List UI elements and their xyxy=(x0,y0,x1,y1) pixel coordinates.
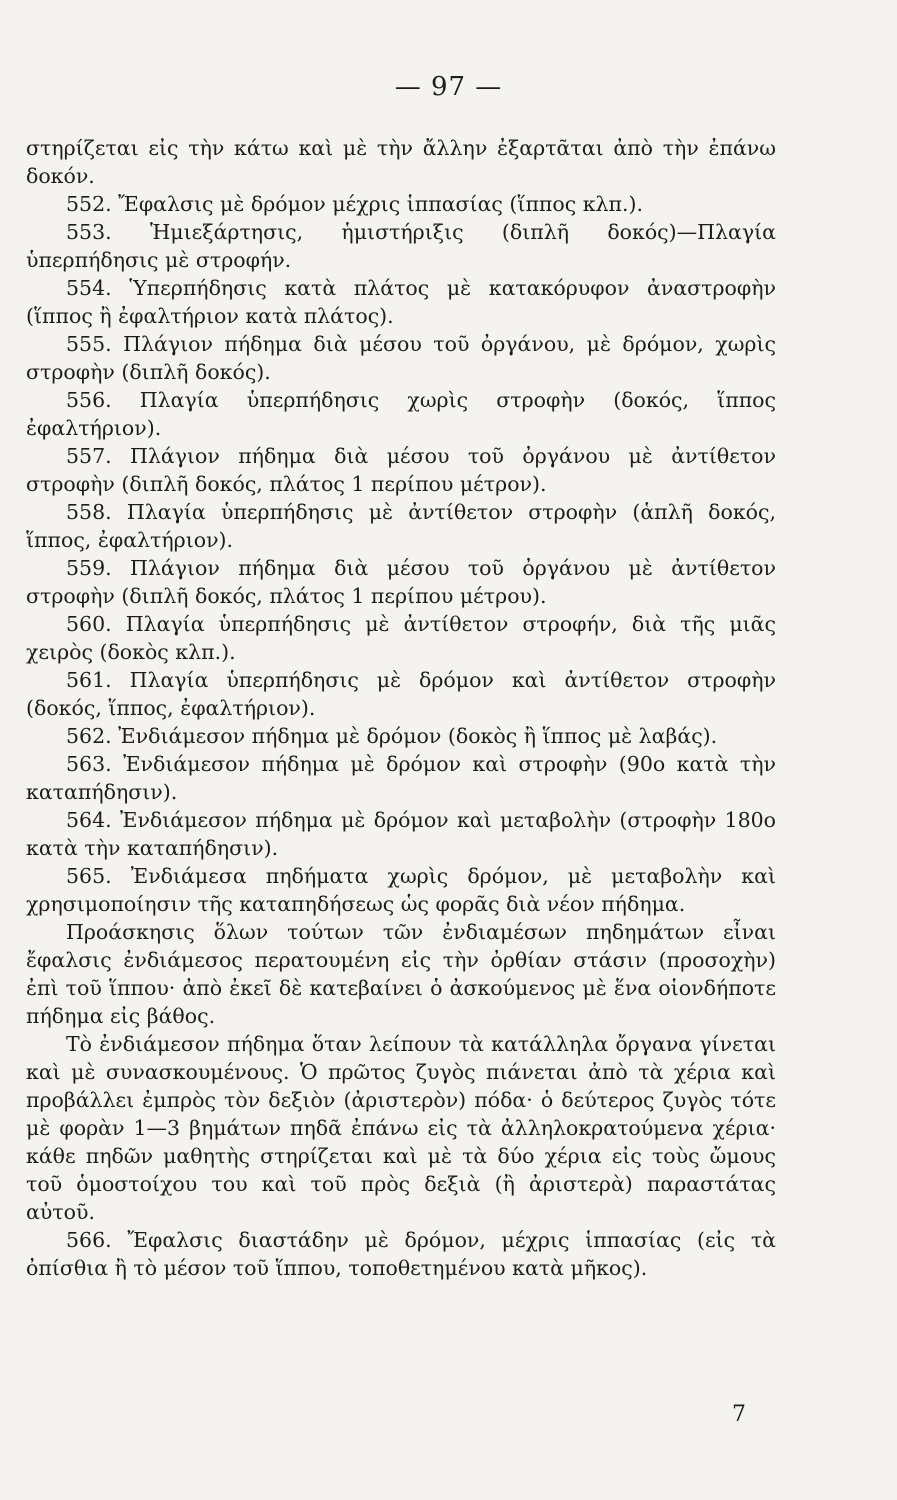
signature-mark: 7 xyxy=(732,1402,746,1427)
paragraph: στηρίζεται εἰς τὴν κάτω καὶ μὲ τὴν ἄλλην ἐξαρτᾶται ἀπὸ τὴν ἐπάνω δοκόν. xyxy=(26,136,776,188)
paragraph: 552. Ἔφαλσις μὲ δρόμον μέχρις ἱππασίας (ἵππος κλπ.). xyxy=(66,192,644,216)
paragraph: 562. Ἐνδιάμεσον πήδημα μὲ δρόμον (δοκὸς ἢ ἵππος μὲ λαβάς). xyxy=(66,724,718,748)
paragraph: 555. Πλάγιον πήδημα διὰ μέσου τοῦ ὀργάνου, μὲ δρόμον, χωρὶς στροφὴν (διπλῆ δοκός). xyxy=(26,332,776,384)
paragraph: 561. Πλαγία ὑπερπήδησις μὲ δρόμον καὶ ἀντίθετον στροφὴν (δοκός, ἵππος, ἐφαλτήριον). xyxy=(26,668,776,720)
paragraph: 553. Ἡμιεξάρτησις, ἡμιστήριξις (διπλῆ δοκός)—Πλαγία ὑπερπήδησις μὲ στροφήν. xyxy=(26,220,776,272)
paragraph: 557. Πλάγιον πήδημα διὰ μέσου τοῦ ὀργάνου μὲ ἀντίθετον στροφὴν (διπλῆ δοκός, πλάτος 1 περίπου μέτρον). xyxy=(26,444,776,496)
paragraph: 558. Πλαγία ὑπερπήδησις μὲ ἀντίθετον στροφὴν (ἁπλῆ δοκός, ἵππος, ἐφαλτήριον). xyxy=(26,500,776,552)
paragraph: 556. Πλαγία ὑπερπήδησις χωρὶς στροφὴν (δοκός, ἵππος ἐφαλτήριον). xyxy=(26,388,776,440)
paragraph: 560. Πλαγία ὑπερπήδησις μὲ ἀντίθετον στροφήν, διὰ τῆς μιᾶς χειρὸς (δοκὸς κλπ.). xyxy=(26,612,776,664)
paragraph: 563. Ἐνδιάμεσον πήδημα μὲ δρόμον καὶ στροφὴν (90ο κατὰ τὴν καταπήδησιν). xyxy=(26,752,776,804)
paragraph: 559. Πλάγιον πήδημα διὰ μέσου τοῦ ὀργάνου μὲ ἀντίθετον στροφὴν (διπλῆ δοκός, πλάτος 1 περίπου μέτρου). xyxy=(26,556,776,608)
paragraph: Προάσκησις ὅλων τούτων τῶν ἐνδιαμέσων πηδημάτων εἶναι ἔφαλσις ἐνδιάμεσος περατουμένη εἰς τὴν ὀρθίαν στάσιν (προσοχὴν) ἐπὶ τοῦ ἵππου· ἀπὸ ἐκεῖ δὲ κατεβαίνει ὁ ἀσκούμενος μὲ ἕνα οἱονδήποτε πήδημα εἰς βάθος. xyxy=(26,920,776,1028)
paragraph: 566. Ἔφαλσις διαστάδην μὲ δρόμον, μέχρις ἱππασίας (εἰς τὰ ὀπίσθια ἢ τὸ μέσον τοῦ ἵππου, τοποθετημένου κατὰ μῆκος). xyxy=(26,1228,776,1280)
paragraph: 554. Ὑπερπήδησις κατὰ πλάτος μὲ κατακόρυφον ἀναστροφὴν (ἵππος ἢ ἐφαλτήριον κατὰ πλάτος). xyxy=(26,276,776,328)
paragraph: 565. Ἐνδιάμεσα πηδήματα χωρὶς δρόμον, μὲ μεταβολὴν καὶ χρησιμοποίησιν τῆς καταπηδήσεως ὡς φορᾶς διὰ νέον πήδημα. xyxy=(26,864,776,916)
paragraph: 564. Ἐνδιάμεσον πήδημα μὲ δρόμον καὶ μεταβολὴν (στροφὴν 180ο κατὰ τὴν καταπήδησιν). xyxy=(26,808,776,860)
body-text xyxy=(26,134,776,1282)
paragraph: Τὸ ἐνδιάμεσον πήδημα ὅταν λείπουν τὰ κατάλληλα ὄργανα γίνεται καὶ μὲ συνασκουμένους. Ὁ πρῶτος ζυγὸς πιάνεται ἀπὸ τὰ χέρια καὶ προβάλλει ἐμπρὸς τὸν δεξιὸν (ἀριστερὸν) πόδα· ὁ δεύτερος ζυγὸς τότε μὲ φορὰν 1—3 βημάτων πηδᾶ ἐπάνω εἰς τὰ ἀλληλοκρατούμενα χέρια· κάθε πηδῶν μαθητὴς στηρίζεται καὶ μὲ τὰ δύο χέρια εἰς τοὺς ὤμους τοῦ ὁμοστοίχου του καὶ τοῦ πρὸς δεξιὰ (ἢ ἀριστερὰ) παραστάτας αὐτοῦ. xyxy=(26,1032,776,1224)
page-number: — 97 — xyxy=(394,72,503,102)
